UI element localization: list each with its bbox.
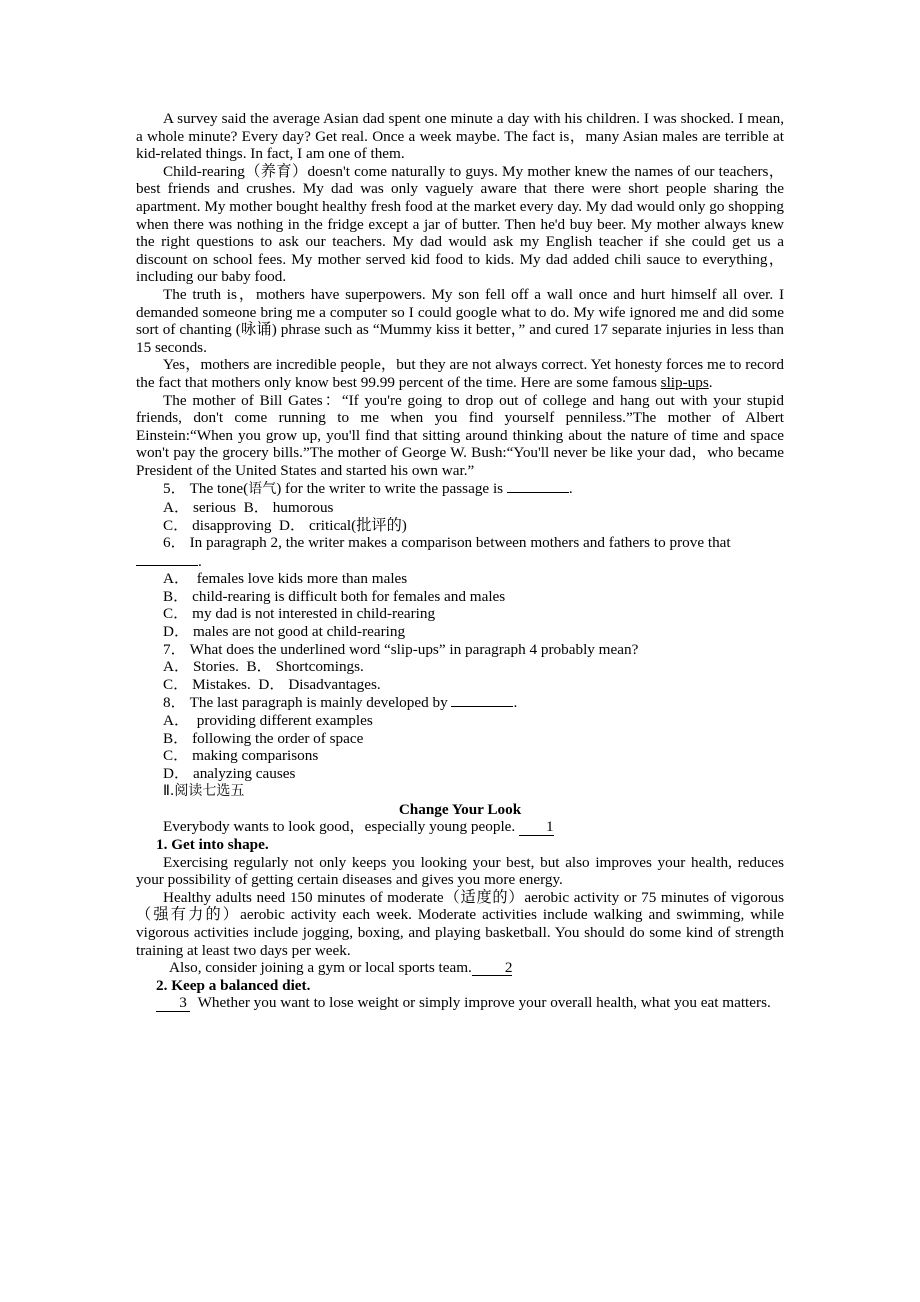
section-2-subheading-1: 1. Get into shape. bbox=[156, 836, 269, 854]
question-5-stem bbox=[136, 479, 784, 499]
page-content bbox=[136, 110, 784, 1012]
section-2-intro: Everybody wants to look good，especially young people. 1 bbox=[163, 818, 554, 836]
choice-text-c[interactable]: making comparisons bbox=[192, 747, 319, 765]
passage-paragraph-1: A survey said the average Asian dad spent one minute a day with his children. I was shocked. I mean, a whole minute? Every day? Get real. Once a week maybe. The fact is，many Asian males are terrible at kid-related things. In fact, I am one of them. bbox=[136, 110, 784, 163]
passage-paragraph-5: The mother of Bill Gates：“If you're going to drop out of college and hang out with your stupid friends, don't come running to me when you find yourself penniless.”The mother of Albert Einstein:“When you grow up, you'll find that sitting around thinking about the nature of time and space won't pay the grocery bills.”The mother of George W. Bush:“You'll never be like your dad，who became President of the United States and started his own war.” bbox=[136, 391, 784, 479]
section-2-subheading-2: 2. Keep a balanced diet. bbox=[156, 976, 311, 994]
choice-text-c[interactable]: my dad is not interested in child-rearing bbox=[192, 605, 436, 623]
question-6-choice-c bbox=[136, 605, 784, 623]
question-8-number: 8． bbox=[163, 694, 186, 712]
question-6-choice-b bbox=[136, 588, 784, 606]
answer-blank-1[interactable]: 1 bbox=[519, 819, 554, 835]
answer-blank-8[interactable] bbox=[451, 693, 513, 707]
question-7-choice-line-1 bbox=[136, 658, 784, 676]
choice-text-a[interactable]: Stories. bbox=[192, 658, 239, 676]
section-2-title: Change Your Look bbox=[398, 800, 522, 818]
passage-paragraph-4: Yes，mothers are incredible people，but they are not always correct. Yet honesty forces me to record the fact that mothers only know best 99.99 percent of the time. Here are some famous slip-ups. bbox=[136, 356, 784, 391]
choice-text-b[interactable]: humorous bbox=[272, 498, 334, 516]
section-2-paragraph-3: Also, consider joining a gym or local sports team. 2 bbox=[169, 959, 513, 977]
question-5-choice-line-2 bbox=[136, 517, 784, 535]
answer-blank-5[interactable] bbox=[507, 479, 569, 493]
choice-label-b: B． bbox=[163, 729, 189, 747]
passage-paragraph-3: The truth is，mothers have superpowers. My son fell off a wall once and hurt himself all over. I demanded someone bring me a computer so I could google what to do. My wife ignored me and did some sort of chanting (咏诵) phrase such as “Mummy kiss it better，” and cured 17 separate injuries in less than 15 seconds. bbox=[136, 285, 784, 356]
choice-label-c: C． bbox=[163, 747, 189, 765]
choice-label-b: B． bbox=[243, 498, 269, 516]
choice-label-c: C． bbox=[163, 516, 189, 534]
choice-text-d[interactable]: males are not good at child-rearing bbox=[192, 623, 406, 641]
choice-text-b[interactable]: child-rearing is difficult both for females and males bbox=[192, 587, 506, 605]
question-5-stem-cjk: 语气 bbox=[248, 481, 277, 498]
choice-text-d[interactable]: critical(批评的) bbox=[308, 516, 407, 534]
question-5-choice-line-1 bbox=[136, 499, 784, 517]
question-5-stem-tail: . bbox=[568, 480, 573, 498]
section-2-paragraph-1: Exercising regularly not only keeps you looking your best, but also improves your health, reduces your possibility of getting certain diseases and gives you more energy. bbox=[136, 853, 784, 889]
question-8-stem bbox=[136, 693, 784, 712]
question-5-stem-after: ) for the writer to write the passage is bbox=[276, 480, 507, 498]
question-5-stem-before: The tone( bbox=[189, 480, 249, 498]
question-8-choice-c bbox=[136, 747, 784, 765]
choice-label-b: B． bbox=[163, 587, 189, 605]
section-2-heading: Ⅱ.阅读七选五 bbox=[163, 783, 245, 800]
answer-blank-3[interactable]: 3 bbox=[156, 995, 190, 1011]
choice-label-b: B． bbox=[246, 658, 272, 676]
choice-label-d: D． bbox=[163, 623, 190, 641]
choice-text-b[interactable]: Shortcomings. bbox=[275, 658, 364, 676]
choice-text-a[interactable]: females love kids more than males bbox=[196, 570, 408, 588]
question-7-number: 7． bbox=[163, 640, 186, 658]
choice-label-d: D． bbox=[258, 675, 285, 693]
question-6-number: 6． bbox=[163, 534, 186, 552]
question-8-choice-b bbox=[136, 730, 784, 748]
choice-text-b[interactable]: following the order of space bbox=[192, 729, 364, 747]
underlined-term-slip-ups: slip-ups bbox=[660, 373, 709, 391]
answer-blank-6[interactable] bbox=[136, 552, 198, 566]
passage-paragraph-2: Child-rearing（养育）doesn't come naturally to guys. My mother knew the names of our teachers，best friends and crushes. My dad was only vaguely aware that there were short people sharing the apartment. My mother bought healthy fresh food at the market every day. My dad would only go shopping when there was nothing in the fridge except a jar of butter. Then he'd buy beer. My mother always knew the right questions to ask our teachers. My dad would ask my English teacher if she could get us a discount on school fees. My mother served kid food to kids. My dad added chili sauce to everything，including our baby food. bbox=[136, 162, 784, 286]
choice-label-a: A． bbox=[163, 711, 190, 729]
choice-label-a: A． bbox=[163, 658, 190, 676]
question-7-stem bbox=[136, 641, 784, 659]
question-8-stem-text: The last paragraph is mainly developed by bbox=[189, 694, 452, 712]
choice-label-a: A． bbox=[163, 498, 190, 516]
choice-text-d[interactable]: analyzing causes bbox=[192, 764, 296, 782]
choice-label-d: D． bbox=[279, 516, 306, 534]
choice-label-c: C． bbox=[163, 605, 189, 623]
question-6-choice-a bbox=[136, 570, 784, 588]
choice-text-c[interactable]: disapproving bbox=[192, 516, 272, 534]
question-8-stem-tail: . bbox=[513, 694, 518, 712]
section-2-paragraph-4: 3 Whether you want to lose weight or simply improve your overall health, what you eat matters. bbox=[136, 994, 784, 1012]
choice-text-c[interactable]: Mistakes. bbox=[192, 675, 251, 693]
choice-label-c: C． bbox=[163, 675, 189, 693]
choice-text-d[interactable]: Disadvantages. bbox=[288, 675, 381, 693]
answer-blank-2[interactable]: 2 bbox=[472, 960, 513, 976]
choice-text-a[interactable]: providing different examples bbox=[196, 711, 373, 729]
question-6-stem-text: In paragraph 2, the writer makes a comparison between mothers and fathers to prove that bbox=[189, 534, 731, 552]
section-2-paragraph-2: Healthy adults need 150 minutes of moderate（适度的）aerobic activity or 75 minutes of vigorous（强有力的）aerobic activity each week. Moderate activities include walking and swimming, while vigorous activities include jogging, boxing, and playing basketball. You should do some kind of strength training at least two days per week. bbox=[136, 888, 784, 959]
choice-text-a[interactable]: serious bbox=[192, 498, 236, 516]
choice-label-a: A． bbox=[163, 570, 190, 588]
choice-label-d: D． bbox=[163, 764, 190, 782]
question-6-stem-tail: . bbox=[198, 552, 202, 570]
question-8-choice-d bbox=[136, 765, 784, 783]
question-8-choice-a bbox=[136, 712, 784, 730]
question-6-stem bbox=[136, 534, 784, 570]
question-5-number: 5． bbox=[163, 480, 186, 498]
question-7-stem-text: What does the underlined word “slip-ups” in paragraph 4 probably mean? bbox=[189, 640, 639, 658]
question-6-choice-d bbox=[136, 623, 784, 641]
question-7-choice-line-2 bbox=[136, 676, 784, 694]
